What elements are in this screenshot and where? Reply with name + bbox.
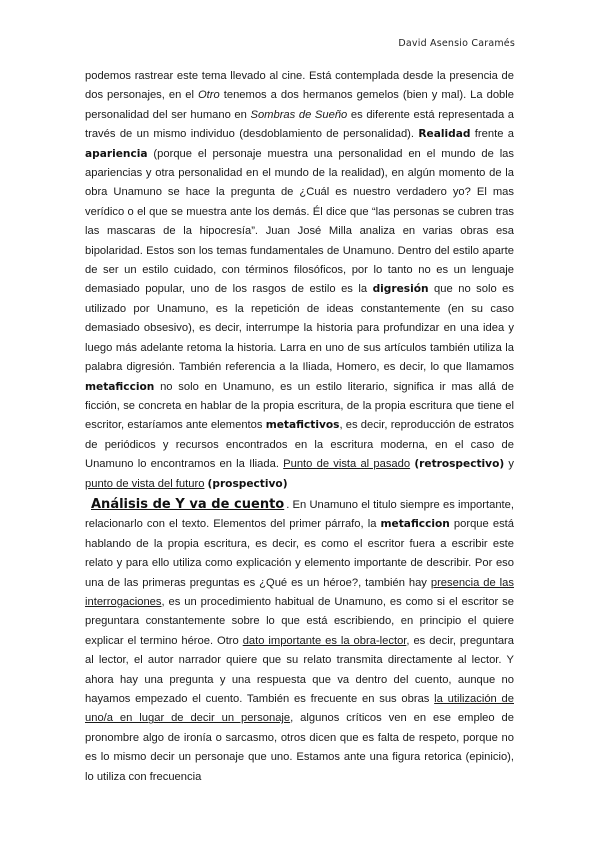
text-run: , es decir, reproducción de estratos de periódicos y recursos encontrados en la escritura moderna, en el caso de Unamuno lo encontramos en la Iliada.: [85, 419, 515, 471]
section-heading: Análisis de Y va de cuento: [91, 497, 285, 512]
text-run: , algunos críticos ven en ese empleo de pronombre algo de ironía o sarcasmo, otros dicen que es falta de respeto, porque no es lo mismo decir un personaje que uno. Estamos ante una figura retorica (epinicio), lo utiliza con frecuencia: [85, 712, 514, 783]
body-paragraph-1: [85, 67, 514, 494]
bold-term: digresión: [372, 283, 429, 296]
text-run: no solo en Unamuno, es un estilo literario, significa ir mas allá de ficción, se concreta en hablar de la propia escritura, de la propia escritura que tiene el escritor, estaríamos ante elementos: [85, 380, 514, 432]
bold-term: (retrospectivo): [414, 458, 505, 471]
bold-term: Realidad: [418, 128, 471, 141]
text-run: (porque el personaje muestra una personalidad en el mundo de las apariencias y otra personalidad en el mundo de la realidad), en algún momento de la obra Unamuno se hace la pregunta de ¿Cuál es nuestro verdadero yo? El mas verídico o el que se muestra ante los demás. Él dice que “las personas se cubren tras las mascaras de la hipocresía”. Juan José Milla analiza en varias obras esa bipolaridad. Estos son los temas fundamentales de Unamuno. Dentro del estilo aparte de ser un estilo cuidado, con términos filosóficos, por lo tanto no es un lenguaje demasiado popular, uno de los rasgos de estilo es la: [85, 147, 514, 296]
bold-term: metaficcion: [85, 380, 155, 393]
underlined-phrase: punto de vista del futuro: [85, 477, 205, 490]
text-run: . En Unamuno el titulo siempre es importante, relacionarlo con el texto. Elementos del primer párrafo, la: [85, 499, 514, 531]
underlined-phrase: Punto de vista al pasado: [283, 458, 411, 471]
bold-term: metaficcion: [380, 518, 450, 531]
italic-run: Otro: [197, 89, 220, 102]
text-run: y: [504, 458, 515, 471]
author-header: David Asensio Caramés: [398, 38, 515, 49]
text-run: frente a: [470, 128, 514, 141]
italic-run: Sombras de Sueño: [250, 108, 348, 121]
underlined-phrase: presencia de las interrogaciones: [85, 576, 514, 609]
bold-term: apariencia: [85, 147, 148, 160]
text-run: podemos rastrear este tema llevado al cine. Está contemplada desde la presencia de dos personajes, en el: [85, 70, 514, 102]
underlined-phrase: dato importante es la obra-lector: [242, 634, 407, 647]
text-run: es diferente está representada a través de un mismo individuo (desdoblamiento de personalidad).: [85, 108, 514, 141]
text-run: tenemos a dos hermanos gemelos (bien y mal). La doble personalidad del ser humano en: [85, 89, 514, 121]
body-paragraph-2: [85, 495, 514, 787]
text-run: porque está hablando de la propia escritura, es decir, es como el escritor fuera a escribir este relato y para ello utiliza como explicación y elemento importante de describir. Por eso una de las primeras preguntas es ¿Qué es un héroe?, también hay: [85, 518, 514, 589]
bold-term: metafictivos: [265, 419, 340, 432]
text-run: , es decir, preguntara al lector, el autor narrador quiere que su relato transmita directamente al lector. Y ahora hay una pregunta y una respuesta que va dentro del cuento, aunque no hayamos empezado el cuento. También es frecuente en sus obras: [85, 634, 514, 706]
bold-term: (prospectivo): [207, 477, 288, 490]
text-run: que no solo es utilizado por Unamuno, es la repetición de ideas constantemente (en su caso demasiado obsesivo), es decir, interrumpe la historia para profundizar en una idea y luego más adelante retoma la historia. Larra en uno de sus artículos también utiliza la palabra digresión. También referencia a la Iliada, Homero, es decir, lo que llamamos: [85, 283, 514, 374]
underlined-phrase: la utilización de uno/a en lugar de decir un personaje: [85, 693, 514, 725]
text-run: , es un procedimiento habitual de Unamuno, es como si el escritor se preguntara constantemente sobre lo que está escribiendo, en principio el quiere explicar el termino héroe. Otro: [85, 596, 514, 647]
